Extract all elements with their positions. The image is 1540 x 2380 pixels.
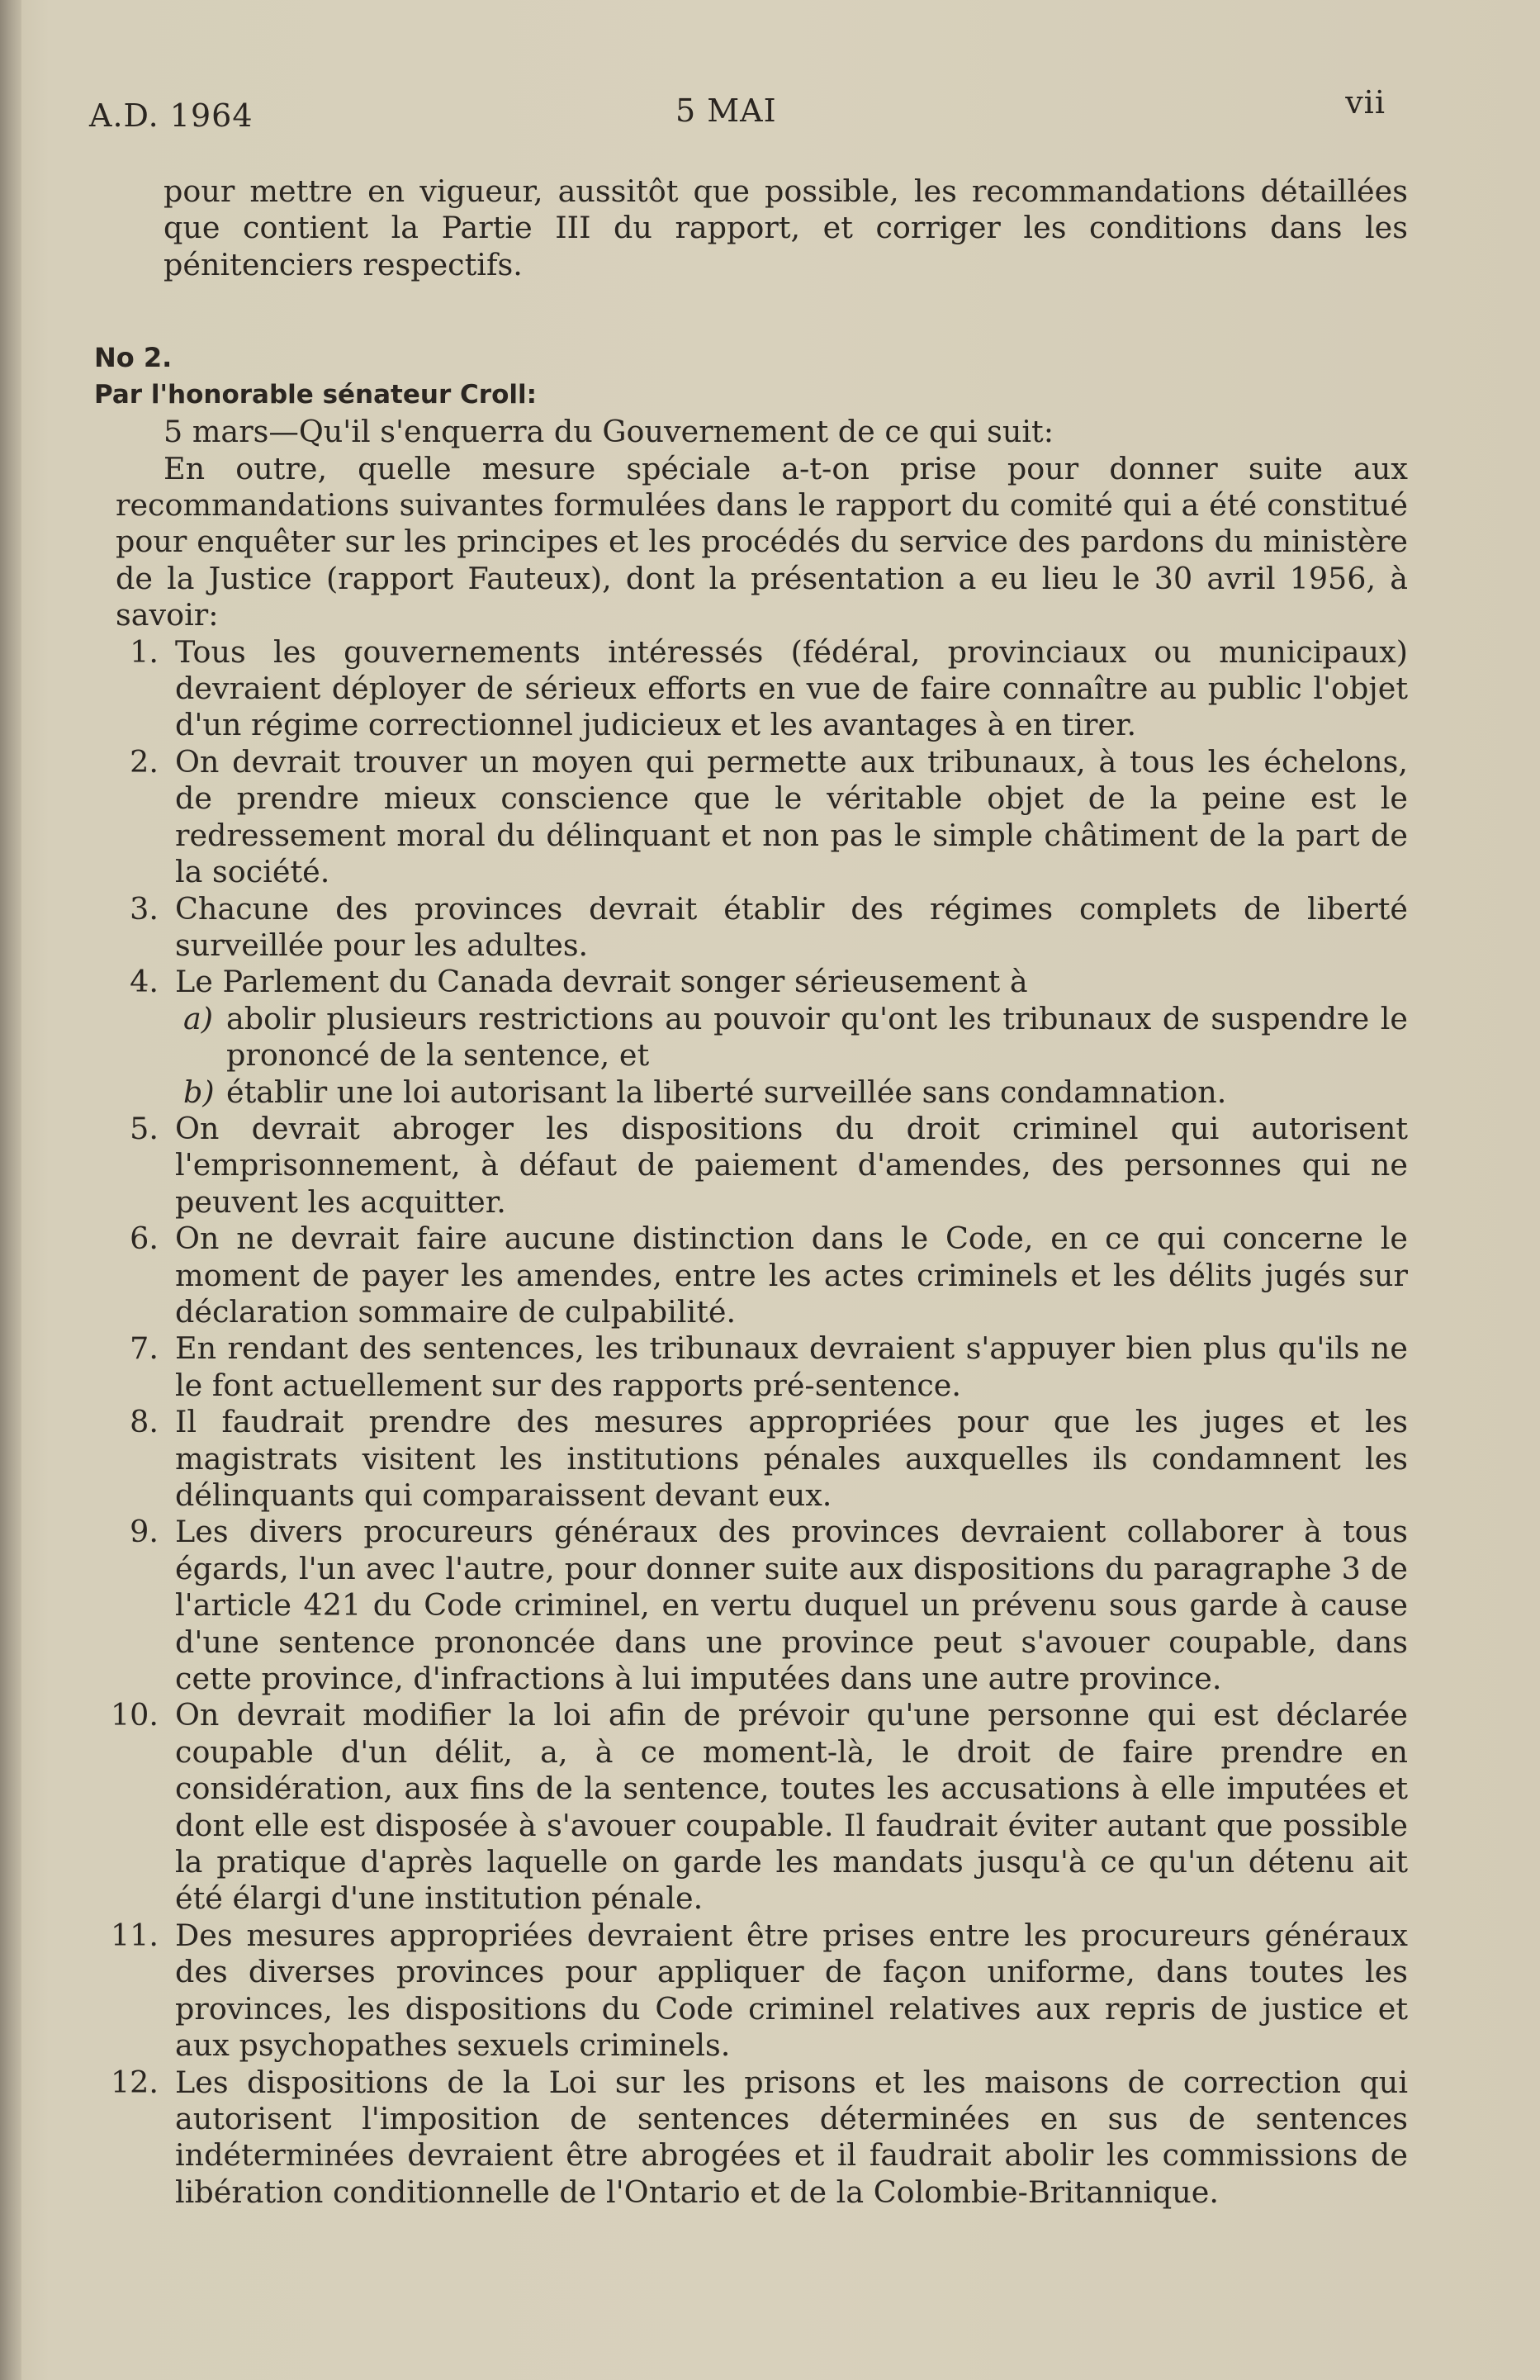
item-number: 10. xyxy=(110,1697,159,1733)
item-text: Le Parlement du Canada devrait songer sérieusement à xyxy=(175,964,1028,1000)
item-text: Les dispositions de la Loi sur les prisons et les maisons de correction qui autorisent l'imposition de sentences déterminées en sus de sentences indéterminées devraient être abrogées et il faudrait abolir les commissions de libération conditionnelle de l'Ontario et de la Colombie-Britannique. xyxy=(175,2064,1408,2210)
book-spine-shadow xyxy=(0,0,21,2380)
item-text: On devrait modifier la loi afin de prévoir qu'une personne qui est déclarée coupable d'un délit, a, à ce moment-là, le droit de faire prendre en considération, aux fins de la sentence, toutes les accusations à elle imputées et dont elle est disposée à s'avouer coupable. Il faudrait éviter autant que possible la pratique d'après laquelle on garde les mandats jusqu'à ce qu'un détenu ait été élargi d'une institution pénale. xyxy=(175,1697,1408,1917)
item-text: On devrait abroger les dispositions du droit criminel qui autorisent l'emprisonnement, à défaut de paiement d'amendes, des personnes qui ne peuvent les acquitter. xyxy=(175,1110,1408,1220)
list-item xyxy=(116,1330,1408,1404)
list-item xyxy=(110,1697,1408,1917)
list-item xyxy=(116,1514,1408,1697)
list-item xyxy=(116,1221,1408,1330)
intro-paragraph: pour mettre en vigueur, aussitôt que possible, les recommandations détaillées que contient la Partie III du rapport, et corriger les conditions dans les pénitenciers respectifs. xyxy=(163,173,1408,282)
question-author: Par l'honorable sénateur Croll: xyxy=(94,380,538,410)
item-text: Les divers procureurs généraux des provinces devraient collaborer à tous égards, l'un avec l'autre, pour donner suite aux dispositions du paragraphe 3 de l'article 421 du Code criminel, en vertu duquel un prévenu sous garde à cause d'une sentence prononcée dans une province peut s'avouer coupable, dans cette province, d'infractions à lui imputées dans une autre province. xyxy=(175,1514,1408,1697)
item-number: 4. xyxy=(130,964,159,1000)
sub-item-label: b) xyxy=(183,1074,215,1110)
item-number: 5. xyxy=(130,1110,159,1146)
list-item xyxy=(116,1404,1408,1514)
question-date-line: 5 mars—Qu'il s'enquerra du Gouvernement de ce qui suit: xyxy=(163,414,1054,450)
sub-item xyxy=(116,1001,1408,1074)
sub-item-label: a) xyxy=(183,1000,214,1036)
list-item xyxy=(116,744,1408,891)
item-number: 11. xyxy=(110,1917,159,1953)
question-body: En outre, quelle mesure spéciale a-t-on prise pour donner suite aux recommandations suivantes formulées dans le rapport du comité qui a été constitué pour enquêter sur les principes et les procédés du service des pardons du ministère de la Justice (rapport Fauteux), dont la présentation a eu lieu le 30 avril 1956, à savoir: xyxy=(116,450,1408,633)
item-text: Il faudrait prendre des mesures appropriées pour que les juges et les magistrats visitent les institutions pénales auxquelles ils condamnent les délinquants qui comparaissent devant eux. xyxy=(175,1404,1408,1513)
item-number: 3. xyxy=(130,890,159,927)
item-number: 6. xyxy=(130,1221,159,1257)
list-item xyxy=(116,1111,1408,1221)
item-number: 7. xyxy=(130,1330,159,1367)
item-text: On devrait trouver un moyen qui permette aux tribunaux, à tous les échelons, de prendre mieux conscience que le véritable objet de la peine est le redressement moral du délinquant et non pas le simple châtiment de la part de la société. xyxy=(175,743,1408,890)
item-text: En rendant des sentences, les tribunaux devraient s'appuyer bien plus qu'ils ne le font actuellement sur des rapports pré-sentence. xyxy=(175,1330,1408,1403)
list-item xyxy=(116,891,1408,965)
item-text: Tous les gouvernements intéressés (fédéral, provinciaux ou municipaux) devraient déployer de sérieux efforts en vue de faire connaître au public l'objet d'un régime correctionnel judicieux et les avantages à en tirer. xyxy=(175,633,1408,743)
list-item xyxy=(116,634,1408,744)
list-item xyxy=(116,964,1408,1000)
header-date: 5 MAI xyxy=(675,92,777,129)
item-number: 2. xyxy=(130,743,159,780)
item-text: Chacune des provinces devrait établir des régimes complets de liberté surveillée pour les adultes. xyxy=(175,890,1408,963)
item-number: 8. xyxy=(130,1404,159,1440)
recommendations-list xyxy=(110,633,1408,2211)
header-page-number: vii xyxy=(1345,84,1386,121)
list-item xyxy=(110,2064,1408,2212)
sub-item xyxy=(116,1074,1408,1111)
item-text: On ne devrait faire aucune distinction dans le Code, en ce qui concerne le moment de payer les amendes, entre les actes criminels et les délits jugés sur déclaration sommaire de culpabilité. xyxy=(175,1221,1408,1330)
item-text: Des mesures appropriées devraient être prises entre les procureurs généraux des diverses provinces pour appliquer de façon uniforme, dans toutes les provinces, les dispositions du Code criminel relatives aux repris de justice et aux psychopathes sexuels criminels. xyxy=(175,1917,1408,2064)
page-header xyxy=(89,84,1386,134)
item-number: 12. xyxy=(110,2064,159,2100)
page-content xyxy=(94,173,1408,2211)
item-number: 9. xyxy=(130,1514,159,1550)
header-year: A.D. 1964 xyxy=(89,97,254,134)
list-item xyxy=(110,1917,1408,2065)
sub-item-text: abolir plusieurs restrictions au pouvoir qu'ont les tribunaux de suspendre le prononcé de la sentence, et xyxy=(226,1000,1408,1074)
item-number: 1. xyxy=(130,633,159,670)
sub-item-text: établir une loi autorisant la liberté surveillée sans condamnation. xyxy=(226,1074,1227,1110)
question-number: No 2. xyxy=(94,342,173,374)
